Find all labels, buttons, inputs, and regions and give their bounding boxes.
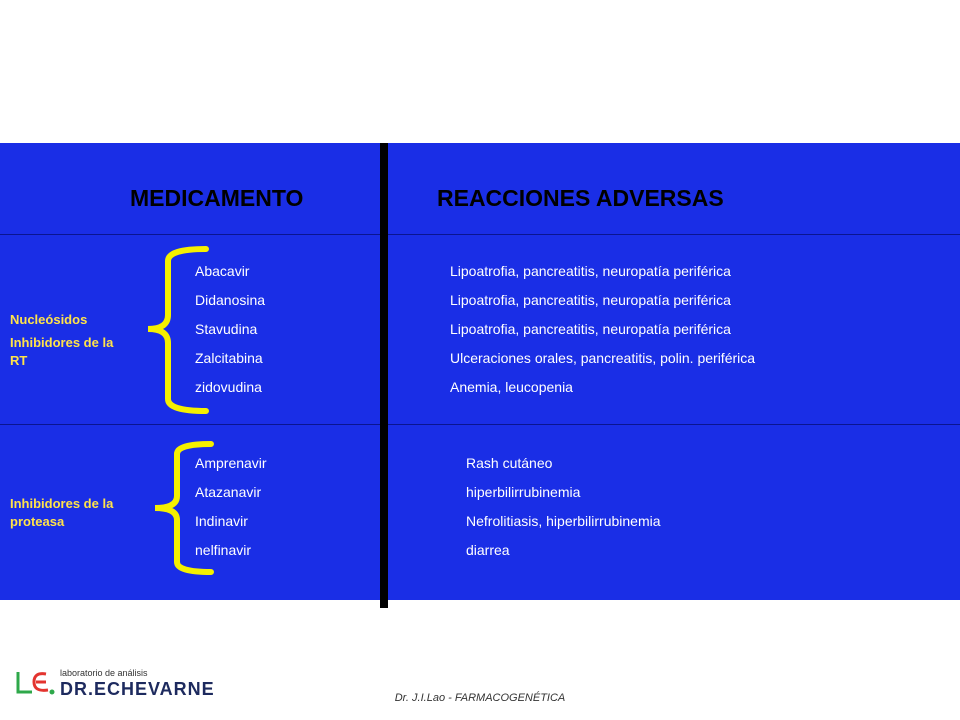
reaction-text: Nefrolitiasis, hiperbilirrubinemia [466, 513, 661, 529]
footer-credit: Dr. J.I.Lao - FARMACOGENÉTICA [394, 692, 566, 704]
drug-reactions-table [0, 143, 960, 600]
reaction-text: Lipoatrofia, pancreatitis, neuropatía periférica [450, 263, 731, 279]
reaction-text: Lipoatrofia, pancreatitis, neuropatía periférica [450, 321, 731, 337]
row-separator [0, 424, 960, 425]
group-label-line: Inhibidores de la RT [10, 335, 114, 368]
reaction-text: diarrea [466, 542, 510, 558]
reaction-text: Rash cutáneo [466, 455, 553, 471]
row-separator [0, 234, 960, 235]
reaction-text: hiperbilirrubinemia [466, 484, 581, 500]
reaction-list-nucleosidos [450, 257, 755, 402]
group-label-proteasa: Inhibidores de la proteasa [10, 496, 114, 529]
drug-name: Amprenavir [195, 455, 267, 471]
drug-name: Zalcitabina [195, 350, 263, 366]
reaction-text: Ulceraciones orales, pancreatitis, polin. periférica [450, 350, 756, 366]
reaction-list-proteasa [466, 449, 661, 565]
drug-name: Didanosina [195, 292, 266, 308]
reaction-text: Anemia, leucopenia [450, 379, 573, 395]
drug-name: nelfinavir [195, 542, 252, 558]
header-medicamento: MEDICAMENTO [130, 185, 304, 211]
logo-name: DR.ECHEVARNE [60, 679, 215, 699]
group-label-nucleosidos [10, 311, 125, 370]
column-divider [380, 143, 388, 608]
drug-name: Atazanavir [195, 484, 262, 500]
drug-list-nucleosidos [195, 257, 265, 402]
logo-subtitle: laboratorio de análisis [60, 668, 148, 678]
reaction-text: Lipoatrofia, pancreatitis, neuropatía periférica [450, 292, 731, 308]
drug-list-proteasa [195, 449, 267, 565]
drug-name: Indinavir [195, 513, 248, 529]
group-label-line: Nucleósidos [10, 312, 88, 327]
drug-name: Stavudina [195, 321, 258, 337]
header-reacciones-adversas: REACCIONES ADVERSAS [437, 185, 724, 211]
drug-name: Abacavir [195, 263, 250, 279]
drug-name: zidovudina [195, 379, 262, 395]
